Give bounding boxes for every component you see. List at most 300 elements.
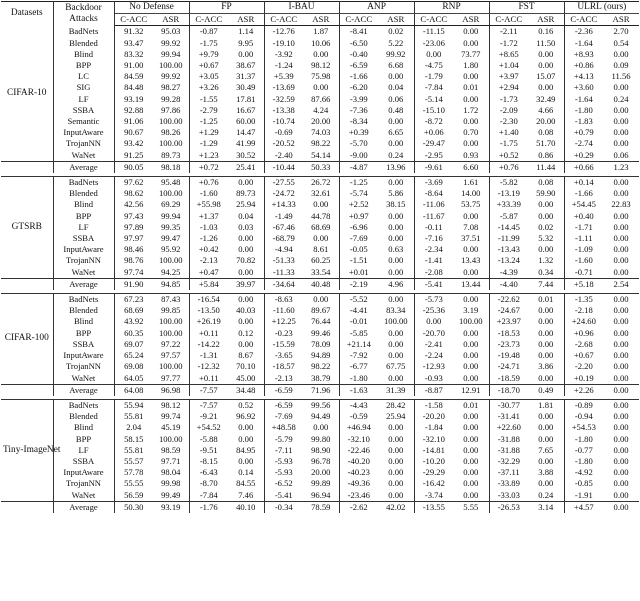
value-cell: +48.58 (271, 422, 296, 433)
average-value-cell: -0.34 (264, 501, 303, 513)
value-cell: -2.95 (414, 150, 453, 162)
value-cell: -32.59 (272, 93, 295, 104)
attack-name: SIG (53, 82, 114, 93)
value-cell: 0.02 (528, 222, 564, 233)
value-cell: -11.33 (264, 267, 303, 279)
average-value-cell: 13.96 (378, 161, 414, 173)
value-cell: 97.97 (124, 233, 144, 244)
value-cell: +0.67 (198, 60, 219, 71)
average-value-cell: 2.54 (603, 278, 639, 290)
average-value-cell: 98.18 (153, 161, 189, 173)
value-cell: 67.23 (124, 294, 144, 305)
value-cell: -20.70 (422, 327, 445, 338)
value-cell: -8.64 (424, 188, 443, 199)
attack-name: SSBA (53, 339, 114, 350)
value-cell: -5.79 (274, 433, 293, 444)
average-row (1, 501, 639, 513)
value-cell: -2.36 (574, 26, 593, 37)
attack-name: WaNet (53, 150, 114, 162)
value-cell: -2.74 (574, 138, 593, 149)
value-cell: 45.19 (153, 422, 189, 433)
table-row (1, 316, 639, 327)
value-cell: 68.69 (124, 305, 144, 316)
value-cell: +0.67 (573, 350, 594, 361)
value-cell: -9.00 (339, 150, 378, 162)
value-cell: -19.48 (497, 350, 520, 361)
value-cell: -31.88 (497, 433, 520, 444)
value-cell: 28.42 (378, 399, 414, 411)
value-cell: -2.13 (264, 373, 303, 385)
value-cell: 0.00 (378, 211, 414, 222)
value-cell: 38.79 (303, 373, 339, 385)
value-cell: 0.00 (426, 48, 442, 59)
datasets-header: Datasets (1, 2, 53, 26)
value-cell: -2.34 (424, 244, 443, 255)
value-cell: 0.00 (453, 94, 489, 105)
value-cell: 0.00 (378, 478, 414, 489)
value-cell: 0.00 (613, 305, 629, 316)
value-cell: +54.45 (571, 199, 596, 210)
value-cell: -7.36 (349, 104, 368, 115)
value-cell: 3.86 (528, 361, 564, 372)
average-value-cell: -2.19 (339, 278, 378, 290)
value-cell: 30.49 (228, 82, 264, 93)
value-cell: 2.70 (613, 26, 629, 37)
average-value-cell: 13.44 (453, 278, 489, 290)
value-cell: +1.37 (198, 210, 219, 221)
value-cell: 16.67 (228, 105, 264, 116)
value-cell: 55.55 (124, 478, 144, 489)
value-cell: 0.00 (528, 49, 564, 60)
average-spacer (1, 501, 53, 513)
value-cell: 0.00 (613, 127, 629, 138)
table-row (1, 373, 639, 385)
value-cell: 0.00 (453, 211, 489, 222)
results-table (1, 1, 639, 513)
value-cell: -27.55 (272, 177, 295, 188)
value-cell: 3.88 (528, 467, 564, 478)
value-cell: -14.45 (497, 221, 520, 232)
value-cell: 97.86 (153, 105, 189, 116)
value-cell: -12.93 (422, 361, 445, 372)
value-cell: 91.06 (124, 116, 144, 127)
value-cell: 0.04 (378, 82, 414, 93)
value-cell: 100.00 (153, 316, 189, 327)
value-cell: 11.50 (528, 38, 564, 49)
value-cell: +0.79 (573, 127, 594, 138)
value-cell: 0.00 (528, 422, 564, 433)
value-cell: 4.24 (303, 105, 339, 116)
average-row (1, 161, 639, 173)
value-cell: 7.46 (228, 490, 264, 502)
value-cell: 0.00 (453, 361, 489, 372)
value-cell: 14.00 (453, 188, 489, 199)
c-acc-header: C-ACC (339, 14, 378, 26)
value-cell: -11.06 (422, 199, 445, 210)
value-cell: +1.04 (498, 60, 519, 71)
value-cell: 51.70 (528, 138, 564, 149)
value-cell: 0.09 (613, 60, 629, 71)
average-label: Average (53, 501, 114, 513)
value-cell: 69.08 (124, 361, 144, 372)
value-cell: -31.41 (497, 411, 520, 422)
value-cell: 0.00 (613, 467, 629, 478)
asr-header: ASR (228, 14, 264, 26)
value-cell: 53.75 (453, 199, 489, 210)
value-cell: +9.79 (198, 48, 219, 59)
value-cell: -1.58 (424, 399, 443, 410)
value-cell: 99.47 (153, 233, 189, 244)
value-cell: 0.54 (613, 37, 629, 48)
value-cell: -12.32 (197, 361, 220, 372)
average-label: Average (53, 384, 114, 396)
attack-name: BadNets (53, 399, 114, 411)
value-cell: 20.00 (303, 116, 339, 127)
value-cell: 0.00 (453, 467, 489, 478)
average-value-cell: 3.14 (528, 501, 564, 513)
value-cell: +3.05 (198, 71, 219, 82)
value-cell: 7.65 (528, 445, 564, 456)
value-cell: 0.00 (453, 26, 489, 38)
value-cell: -12.76 (272, 26, 295, 37)
value-cell: -6.59 (349, 60, 368, 71)
attack-name: InputAware (53, 350, 114, 361)
value-cell: 0.48 (378, 105, 414, 116)
value-cell: 0.00 (453, 478, 489, 489)
value-cell: 98.12 (153, 399, 189, 411)
table-row (1, 38, 639, 49)
attack-name: WaNet (53, 373, 114, 385)
attack-name: BPP (53, 211, 114, 222)
value-cell: 55.81 (124, 411, 144, 422)
value-cell: 67.75 (378, 361, 414, 372)
value-cell: 0.04 (228, 211, 264, 222)
value-cell: +8.93 (573, 48, 594, 59)
value-cell: +4.13 (573, 71, 594, 82)
value-cell: -10.74 (272, 116, 295, 127)
value-cell: -9.21 (199, 411, 218, 422)
average-spacer (1, 384, 53, 396)
value-cell: 0.01 (453, 399, 489, 411)
value-cell: 98.22 (303, 138, 339, 149)
table-row (1, 150, 639, 162)
value-cell: -5.73 (424, 294, 443, 305)
value-cell: -0.94 (574, 411, 593, 422)
value-cell: -20.20 (422, 411, 445, 422)
value-cell: +23.97 (496, 316, 521, 327)
value-cell: 0.00 (613, 82, 629, 93)
value-cell: -40.23 (347, 467, 370, 478)
value-cell: 0.00 (613, 177, 629, 188)
value-cell: 55.57 (124, 455, 144, 466)
value-cell: 6.65 (378, 127, 414, 138)
value-cell: -4.41 (349, 305, 368, 316)
value-cell: -3.99 (349, 93, 368, 104)
value-cell: -1.60 (574, 255, 593, 266)
attack-name: InputAware (53, 467, 114, 478)
value-cell: -1.75 (499, 138, 518, 149)
value-cell: -3.65 (274, 350, 293, 361)
value-cell: 0.00 (613, 338, 629, 349)
value-cell: 97.71 (153, 456, 189, 467)
table-row (1, 445, 639, 456)
average-value-cell: 93.19 (153, 501, 189, 513)
value-cell: 37.51 (453, 233, 489, 244)
value-cell: -6.52 (274, 478, 293, 489)
value-cell: +3.26 (198, 82, 219, 93)
value-cell: 11.56 (611, 71, 631, 82)
value-cell: 55.81 (124, 444, 144, 455)
table-row (1, 49, 639, 60)
value-cell: 96.94 (303, 490, 339, 502)
value-cell: -0.59 (349, 411, 368, 422)
value-cell: -6.96 (349, 221, 368, 232)
asr-header: ASR (153, 14, 189, 26)
value-cell: -8.34 (349, 116, 368, 127)
average-label: Average (53, 161, 114, 173)
average-value-cell: 34.48 (228, 384, 264, 396)
value-cell: 0.00 (228, 456, 264, 467)
average-label: Average (53, 278, 114, 290)
value-cell: 99.46 (303, 328, 339, 339)
value-cell: 7.08 (453, 222, 489, 233)
value-cell: 92.88 (124, 104, 144, 115)
value-cell: -2.18 (574, 305, 593, 316)
value-cell: 0.00 (378, 490, 414, 502)
average-value-cell: +4.57 (564, 501, 603, 513)
value-cell: 93.42 (124, 138, 144, 149)
value-cell: 8.61 (303, 244, 339, 255)
average-value-cell: 4.96 (378, 278, 414, 290)
value-cell: 87.66 (303, 94, 339, 105)
average-value-cell: 0.49 (528, 384, 564, 396)
value-cell: 0.08 (528, 177, 564, 189)
value-cell: -19.10 (272, 37, 295, 48)
average-value-cell: 50.30 (114, 501, 153, 513)
value-cell: 84.48 (124, 82, 144, 93)
value-cell: 100.00 (378, 316, 414, 327)
average-value-cell: -4.40 (489, 278, 528, 290)
value-cell: -2.13 (199, 255, 218, 266)
average-spacer (1, 278, 53, 290)
average-value-cell: 11.44 (528, 161, 564, 173)
attack-name: LC (53, 71, 114, 82)
value-cell: 70.82 (228, 255, 264, 266)
value-cell: -5.93 (274, 455, 293, 466)
value-cell: -1.66 (574, 188, 593, 199)
value-cell: 0.00 (453, 490, 489, 502)
value-cell: -18.57 (272, 361, 295, 372)
value-cell: -24.72 (272, 188, 295, 199)
value-cell: -3.74 (414, 490, 453, 502)
table-row (1, 188, 639, 199)
value-cell: 0.00 (613, 244, 629, 255)
value-cell: 0.00 (453, 456, 489, 467)
value-cell: 0.00 (603, 373, 639, 385)
value-cell: 0.00 (378, 422, 414, 433)
value-cell: 0.00 (378, 339, 414, 350)
value-cell: +3.97 (498, 71, 519, 82)
attack-name: LF (53, 94, 114, 105)
value-cell: 0.02 (378, 26, 414, 38)
value-cell: -2.79 (199, 104, 218, 115)
value-cell: -24.71 (497, 361, 520, 372)
value-cell: -1.41 (424, 255, 443, 266)
value-cell: 0.00 (613, 210, 629, 221)
value-cell: -4.94 (274, 244, 293, 255)
value-cell: 100.00 (153, 116, 189, 127)
value-cell: 97.77 (153, 373, 189, 385)
value-cell: 97.74 (114, 267, 153, 279)
table-row (1, 478, 639, 489)
value-cell: -2.41 (424, 338, 443, 349)
value-cell: 95.92 (153, 244, 189, 255)
value-cell: 10.06 (303, 38, 339, 49)
table-row (1, 328, 639, 339)
value-cell: +14.33 (271, 199, 296, 210)
value-cell: -1.80 (574, 433, 593, 444)
table-row (1, 71, 639, 82)
value-cell: 0.00 (378, 267, 414, 279)
value-cell: -0.05 (349, 244, 368, 255)
value-cell: 69.29 (153, 199, 189, 210)
value-cell: +22.60 (496, 422, 521, 433)
value-cell: -40.20 (347, 455, 370, 466)
value-cell: 0.00 (303, 199, 339, 210)
value-cell: 91.32 (124, 26, 144, 37)
average-value-cell: 96.98 (153, 384, 189, 396)
average-value-cell: +0.66 (564, 161, 603, 173)
value-cell: 0.00 (378, 328, 414, 339)
value-cell: -6.77 (349, 361, 368, 372)
table-row (1, 267, 639, 279)
attack-name: Blind (53, 199, 114, 210)
value-cell: -5.93 (274, 467, 293, 478)
value-cell: 0.01 (528, 294, 564, 306)
attack-name: BPP (53, 60, 114, 71)
value-cell: -1.03 (199, 221, 218, 232)
table-row (1, 467, 639, 478)
value-cell: -7.84 (189, 490, 228, 502)
average-value-cell: -5.41 (414, 278, 453, 290)
value-cell: -5.14 (424, 93, 443, 104)
value-cell: 100.00 (153, 138, 189, 149)
attack-name: LF (53, 445, 114, 456)
table-row (1, 244, 639, 255)
header-row-methods (1, 2, 639, 14)
value-cell: -7.57 (199, 399, 218, 410)
value-cell: 100.00 (453, 316, 489, 327)
value-cell: 100.00 (153, 328, 189, 339)
value-cell: 98.12 (303, 60, 339, 71)
value-cell: -1.84 (424, 422, 443, 433)
attacks-header: Backdoor Attacks (53, 2, 114, 26)
value-cell: 0.00 (228, 422, 264, 433)
value-cell: 22.83 (611, 199, 631, 210)
value-cell: 0.00 (528, 456, 564, 467)
value-cell: -1.75 (199, 37, 218, 48)
value-cell: +0.01 (339, 267, 378, 279)
value-cell: 9.95 (228, 38, 264, 49)
value-cell: 0.00 (613, 350, 629, 361)
table-row (1, 255, 639, 266)
value-cell: 0.24 (378, 150, 414, 162)
table-row (1, 434, 639, 445)
value-cell: 38.67 (228, 60, 264, 71)
table-row (1, 490, 639, 502)
value-cell: 4.66 (528, 105, 564, 116)
attack-name: SSBA (53, 105, 114, 116)
value-cell: +12.25 (271, 316, 296, 327)
value-cell: -5.41 (264, 490, 303, 502)
average-value-cell: -13.55 (414, 501, 453, 513)
table-row (1, 105, 639, 116)
method-header-fp: FP (189, 2, 264, 14)
value-cell: +1.29 (198, 127, 219, 138)
value-cell: -1.09 (574, 244, 593, 255)
value-cell: 89.73 (153, 150, 189, 162)
value-cell: 2.04 (126, 422, 142, 433)
value-cell: -1.80 (574, 104, 593, 115)
value-cell: -13.50 (197, 305, 220, 316)
value-cell: 84.59 (124, 71, 144, 82)
value-cell: 60.35 (124, 327, 144, 338)
value-cell: 98.46 (124, 244, 144, 255)
value-cell: -9.51 (199, 444, 218, 455)
value-cell: -5.82 (499, 177, 518, 188)
value-cell: 99.89 (303, 478, 339, 489)
value-cell: -11.99 (497, 233, 520, 244)
value-cell: 42.56 (124, 199, 144, 210)
value-cell: +26.19 (196, 316, 221, 327)
table-row (1, 199, 639, 210)
value-cell: -0.87 (199, 26, 218, 37)
value-cell: -15.59 (272, 338, 295, 349)
value-cell: 0.00 (613, 478, 629, 489)
value-cell: 25.94 (228, 199, 264, 210)
table-row (1, 361, 639, 372)
value-cell: -30.77 (497, 399, 520, 410)
value-cell: -0.89 (574, 399, 593, 410)
value-cell: 99.49 (153, 490, 189, 502)
value-cell: 69.07 (124, 338, 144, 349)
average-value-cell: 31.39 (378, 384, 414, 396)
attack-name: Blended (53, 38, 114, 49)
average-row (1, 384, 639, 396)
value-cell: 64.05 (114, 373, 153, 385)
value-cell: -1.35 (574, 294, 593, 305)
value-cell: -8.41 (349, 26, 368, 37)
value-cell: 100.00 (153, 188, 189, 199)
value-cell: -13.19 (497, 188, 520, 199)
value-cell: +0.47 (189, 267, 228, 279)
value-cell: 59.90 (528, 188, 564, 199)
attack-name: SSBA (53, 456, 114, 467)
value-cell: -6.43 (199, 467, 218, 478)
table-row (1, 456, 639, 467)
value-cell: 1.80 (453, 60, 489, 71)
value-cell: -8.72 (424, 116, 443, 127)
value-cell: -4.39 (489, 267, 528, 279)
value-cell: 45.00 (228, 373, 264, 385)
value-cell: 15.07 (528, 71, 564, 82)
value-cell: -8.63 (274, 294, 293, 305)
attack-name: Blended (53, 305, 114, 316)
value-cell: 0.00 (378, 138, 414, 149)
value-cell: 99.92 (153, 38, 189, 49)
value-cell: 8.67 (228, 350, 264, 361)
value-cell: -7.92 (349, 350, 368, 361)
